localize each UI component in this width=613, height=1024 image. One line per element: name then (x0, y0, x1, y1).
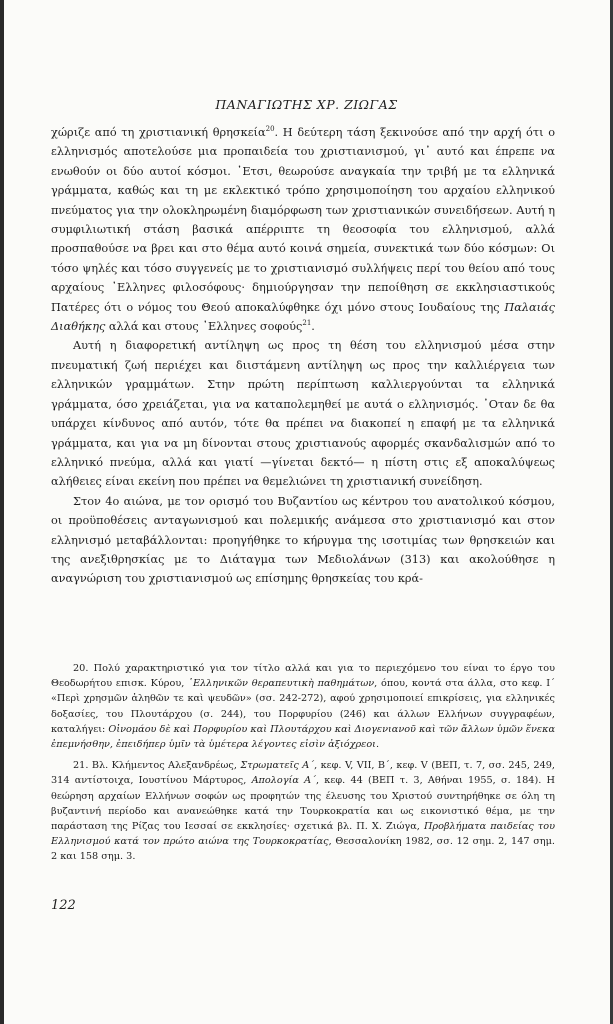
running-head: ΠΑΝΑΓΙΩΤΗΣ ΧΡ. ΖΙΩΓΑΣ (215, 97, 398, 112)
footnotes (51, 661, 555, 865)
page-number: 122 (51, 898, 76, 913)
book-title-palaia-diathiki: Παλαιάς Διαθήκης (51, 300, 555, 334)
footnote-ref-21: 21 (302, 319, 312, 328)
main-text (51, 123, 555, 589)
scan-edge-left (0, 0, 4, 1024)
footnote-20: 20. Πολύ χαρακτηριστικό για τον τίτλο αλλά και για το περιεχόμενο του είναι το έργο του Θεοδωρήτου επισκ. Κύρου, ῾Ελληνικῶν θεραπευτικὴ παθημάτων, όπου, κοντά στα άλλα, στο κεφ. Ι΄ «Περὶ χρησμῶν ἀληθῶν τε καὶ ψευδῶν» (σσ. 242-272), αφού χρησιμοποιεί επικρίσεις, για ελληνικές δοξασίες, του Πλουτάρχου (σ. 244), του Πορφυρίου (246) και άλλων Ελλήνων συγγραφέων, καταλήγει: Οἰνομάου δὲ καὶ Πορφυρίου καὶ Πλουτάρχου καὶ Διογενιανοῦ καὶ τῶν ἄλλων ὑμῶν ἕνεκα ἐπεμνήσθην, ἐπειδήπερ ὑμῖν τὰ ὑμέτερα λέγοντες εἰσὶν ἀξιόχρεοι. (51, 663, 555, 751)
footnote-ref-20: 20 (265, 125, 275, 134)
paragraph-3: Στον 4ο αιώνα, με τον ορισμό του Βυζαντίου ως κέντρου του ανατολικού κόσμου, οι προϋποθέσεις ανταγωνισμού και πολεμικής ανάμεσα στο χριστιανισμό και στον ελληνισμό μεταβάλλονται: προηγήθηκε το κήρυγμα της ισοτιμίας των θρησκειών και της ανεξιθρησκίας με το Διάταγμα των Μεδιολάνων (313) και ακολούθησε η αναγνώριση του χριστιανισμού ως επίσημης θρησκείας του κρά- (51, 494, 555, 586)
footnote-21: 21. Βλ. Κλήμεντος Αλεξανδρέως, Στρωματεῖς Α΄, κεφ. V, VII, Β΄, κεφ. V (ΒΕΠ, τ. 7, σσ. 245, 249, 314 αντίστοιχα, Ιουστίνου Μάρτυρος, Απολογία Α΄, κεφ. 44 (ΒΕΠ τ. 3, Αθήναι 1955, σ. 184). Η θεώρηση αρχαίων Ελλήνων σοφών ως προφητών της έλευσης του Χριστού συντηρήθηκε σε όλη τη βυζαντινή περίοδο και ανανεώθηκε κατά την Τουρκοκρατία και ως εικονιστικό θέμα, με την παράσταση της Ρίζας του Ιεσσαί σε εκκλησίες· σχετικά βλ. Π. Χ. Ζιώγα, Προβλήματα παιδείας του Ελληνισμού κατά τον πρώτο αιώνα της Τουρκοκρατίας, Θεσσαλονίκη 1982, σσ. 12 σημ. 2, 147 σημ. 2 και 158 σημ. 3. (51, 760, 556, 863)
paragraph-2: Αυτή η διαφορετική αντίληψη ως προς τη θέση του ελληνισμού μέσα στην πνευματική ζωή περιέχει και διιστάμενη αντίληψη ως προς την καλλιέργεια των ελληνικών γραμμάτων. Στην πρώτη περίπτωση καλλιεργούνται τα ελληνικά γράμματα, όσο χρειάζεται, για να καταπολεμηθεί με αυτά ο ελληνισμός. ᾿Οταν δε θα υπάρχει κίνδυνος από αυτόν, τότε θα πρέπει να διακοπεί η επαφή με τα ελληνικά γράμματα, και για να μη δίνονται στους χριστιανούς αφορμές σκανδαλισμών από το ελληνικό πνεύμα, αλλά και γιατί —γίνεται δεκτό— η πίστη στις εξ αποκαλύψεως αλήθειες είναι εκείνη που πρέπει να θεμελιώνει τη χριστιανική συνείδηση. (51, 339, 555, 489)
paragraph-1: χώριζε από τη χριστιανική θρησκεία$^{20}$. Η δεύτερη τάση ξεκινούσε από την αρχή ότι ο ελληνισμός αποτελούσε μια προπαιδεία του χριστιανισμού, γι᾿ αυτό και έπρεπε να ενωθούν οι δύο αυτοί κόσμοι. ᾿Ετσι, θεωρούσε αναγκαία την τριβή με τα ελληνικά γράμματα, καθώς και τη με εκλεκτικό τρόπο χρησιμοποίηση του αρχαίου ελληνικού πνεύματος για την ολοκληρωμένη διαμόρφωση των χριστιανικών συνειδήσεων. Αυτή η συμφιλιωτική στάση βασικά απέρριπτε τη θεοσοφία του ελληνισμού, αλλά προσπαθούσε να βρει και στο θέμα αυτό κοινά σημεία, συνεκτικά των δύο κόσμων: Οι τόσο ψηλές και τόσο συγγενείς με το χριστιανισμό συλλήψεις περί του θείου από τους αρχαίους ᾿Ελληνες φιλοσόφους· δημιούργησαν την πεποίθηση σε εκκλησιαστικούς Πατέρες ότι ο νόμος του Θεού αποκαλύφθηκε όχι μόνο στους Ιουδαίους της Παλαιάς Διαθήκης αλλά και στους ᾿Ελληνες σοφούς$^{21}$. (51, 125, 555, 334)
